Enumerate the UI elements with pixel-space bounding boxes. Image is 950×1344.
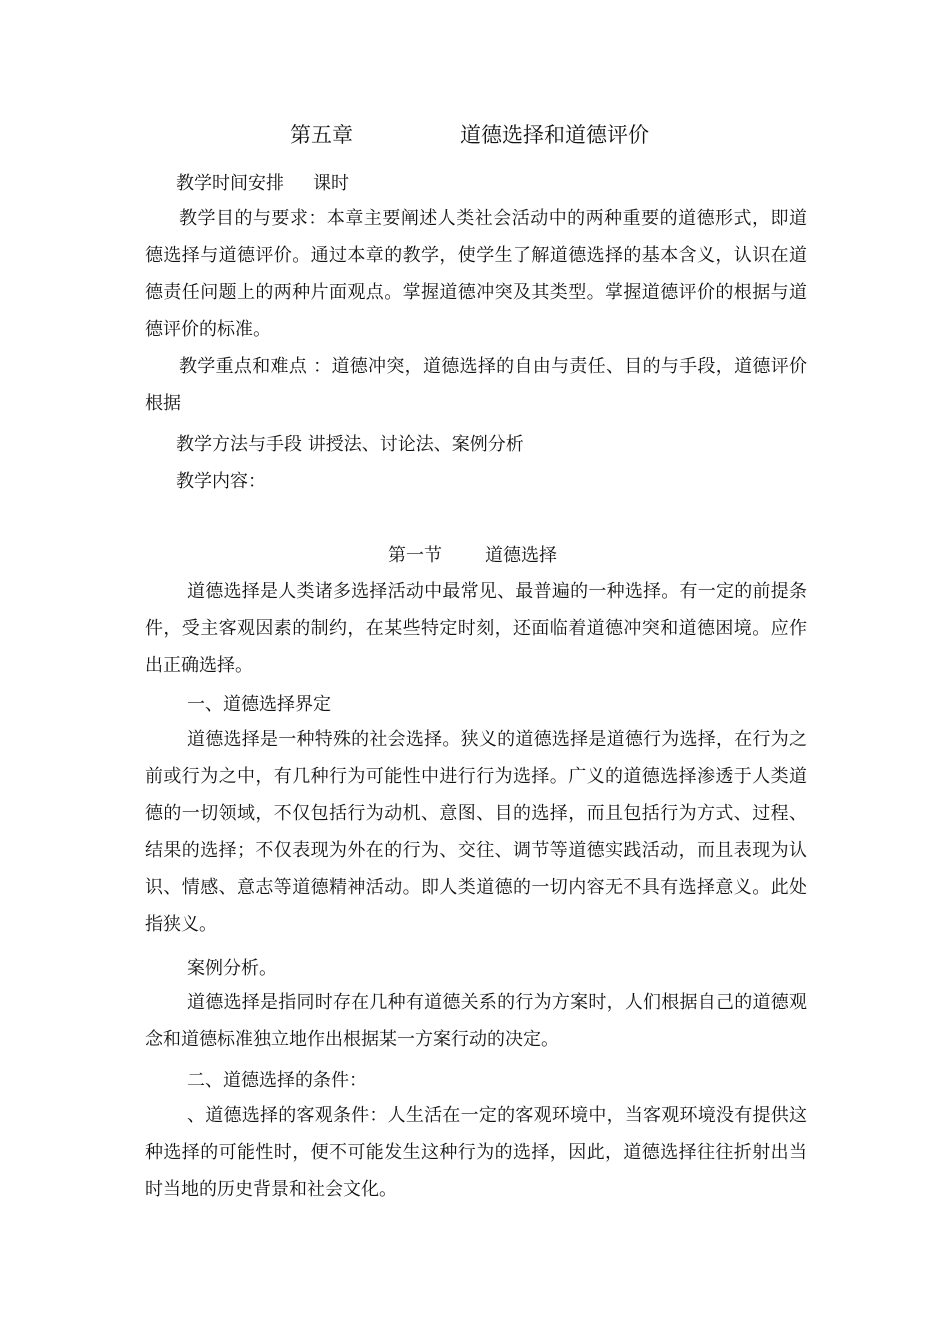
part1-body-paragraph: 道德选择是一种特殊的社会选择。狭义的道德选择是道德行为选择，在行为之前或行为之中，有几种行为可能性中进行行为选择。广义的道德选择渗透于人类道德的一切领域，不仅包括行为动机、意图、目的选择，而且包括行为方式、过程、结果的选择；不仅表现为外在的行为、交往、调节等道德实践活动，而且表现为认识、情感、意志等道德精神活动。即人类道德的一切内容无不具有选择意义。此处指狭义。: [145, 729, 807, 935]
chapter-label: 第五章: [290, 123, 353, 147]
methods-line: 教学方法与手段 讲授法、讨论法、案例分析: [176, 434, 524, 455]
section-label: 第一节: [388, 545, 442, 566]
chapter-title: 道德选择和道德评价: [460, 123, 649, 147]
section-title: 道德选择: [485, 545, 557, 566]
case-analysis-line: 案例分析。: [187, 958, 277, 979]
schedule-value: 课时: [313, 173, 349, 194]
part2-body-paragraph: 、道德选择的客观条件：人生活在一定的客观环境中，当客观环境没有提供这种选择的可能性时，便不可能发生这种行为的选择，因此，道德选择往往折射出当时当地的历史背景和社会文化。: [145, 1105, 807, 1200]
part2-heading: 二、道德选择的条件：: [187, 1070, 367, 1091]
content-label: 教学内容：: [176, 471, 266, 492]
intro-paragraph: 道德选择是人类诸多选择活动中最常见、最普遍的一种选择。有一定的前提条件，受主客观因素的制约，在某些特定时刻，还面临着道德冲突和道德困境。应作出正确选择。: [145, 581, 807, 676]
keypoints-paragraph: 教学重点和难点 ：道德冲突，道德选择的自由与责任、目的与手段，道德评价根据: [145, 356, 807, 414]
definition-paragraph: 道德选择是指同时存在几种有道德关系的行为方案时，人们根据自己的道德观念和道德标准独立地作出根据某一方案行动的决定。: [145, 992, 807, 1050]
schedule-label: 教学时间安排: [176, 173, 284, 194]
objectives-paragraph: 教学目的与要求：本章主要阐述人类社会活动中的两种重要的道德形式，即道德选择与道德评价。通过本章的教学，使学生了解道德选择的基本含义，认识在道德责任问题上的两种片面观点。掌握道德冲突及其类型。掌握道德评价的根据与道德评价的标准。: [145, 208, 807, 340]
part1-heading: 一、道德选择界定: [187, 694, 331, 715]
